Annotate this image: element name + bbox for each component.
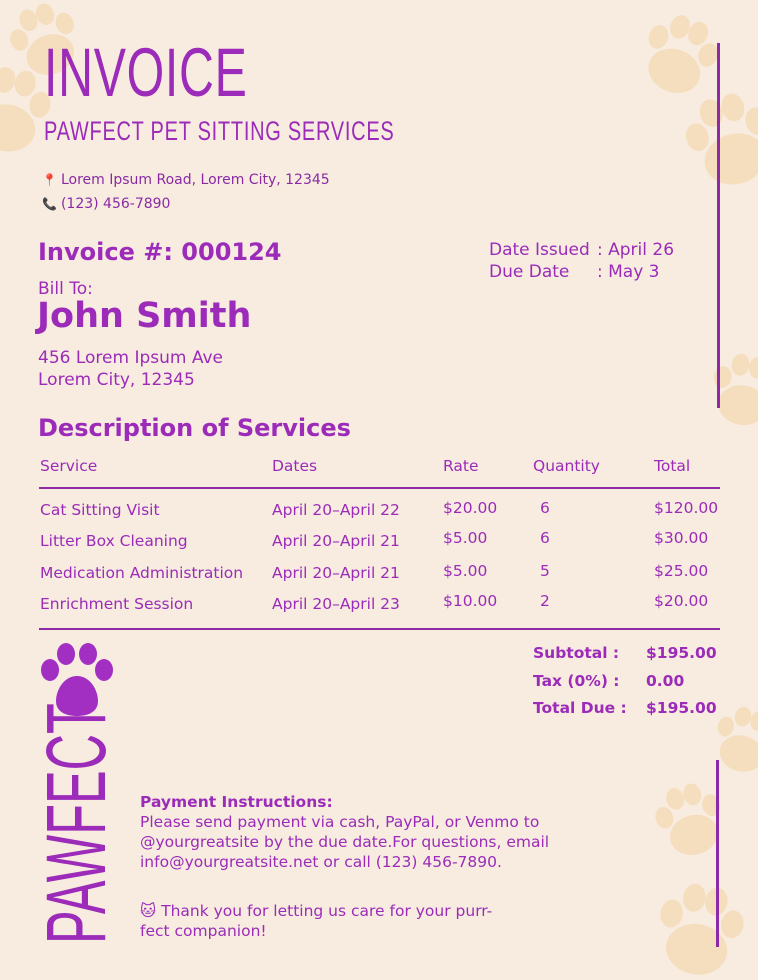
due-date-label: Due Date: [489, 262, 570, 282]
service-dates: April 20–April 21: [272, 532, 400, 550]
company-phone: [42, 196, 170, 212]
service-total: $20.00: [654, 592, 709, 610]
service-name: Litter Box Cleaning: [40, 532, 188, 550]
column-header-dates: Dates: [272, 457, 318, 475]
due-date-value: : May 3: [597, 262, 660, 282]
table-footer-divider: [39, 628, 720, 630]
right-divider-top: [717, 43, 720, 408]
bill-to-label: Bill To:: [38, 279, 93, 299]
table-header-divider: [39, 487, 720, 489]
thank-you-note: [140, 901, 520, 941]
service-rate: $5.00: [443, 562, 488, 580]
service-name: Cat Sitting Visit: [40, 501, 160, 519]
column-header-total: Total: [654, 457, 691, 475]
service-total: $120.00: [654, 499, 719, 517]
client-address: [38, 347, 223, 391]
service-name: Medication Administration: [40, 564, 244, 582]
tax-value: 0.00: [646, 672, 685, 690]
tax-label: Tax (0%) :: [533, 672, 620, 690]
date-issued-value: : April 26: [597, 240, 675, 260]
service-total: $25.00: [654, 562, 709, 580]
vertical-brand-label: PAWFECT: [29, 703, 123, 944]
phone-icon: 📞: [42, 197, 57, 211]
column-header-service: Service: [40, 457, 98, 475]
payment-heading: Payment Instructions:: [140, 793, 333, 811]
cat-icon: 🐱: [140, 902, 157, 920]
invoice-number: Invoice #: 000124: [38, 238, 282, 266]
service-dates: April 20–April 22: [272, 501, 400, 519]
service-quantity: 6: [540, 529, 550, 547]
service-name: Enrichment Session: [40, 595, 194, 613]
total-due-label: Total Due :: [533, 699, 627, 717]
thank-you-text: Thank you for letting us care for your purr-fect companion!: [140, 902, 493, 940]
company-address-text: Lorem Ipsum Road, Lorem City, 12345: [60, 172, 330, 188]
service-total: $30.00: [654, 529, 709, 547]
payment-body: Please send payment via cash, PayPal, or Venmo to @yourgreatsite by the due date.For questions, email info@yourgreatsite.net or call (123) 456-7890.: [140, 813, 550, 871]
column-header-rate: Rate: [443, 457, 479, 475]
company-name: PAWFECT PET SITTING SERVICES: [44, 116, 395, 146]
invoice-dates: [489, 239, 674, 283]
total-due-value: $195.00: [646, 699, 717, 717]
service-quantity: 5: [540, 562, 550, 580]
client-address-line1: 456 Lorem Ipsum Ave: [38, 348, 224, 368]
right-divider-bottom: [716, 760, 719, 947]
service-dates: April 20–April 21: [272, 564, 400, 582]
company-phone-text: (123) 456-7890: [60, 196, 171, 212]
column-header-quantity: Quantity: [533, 457, 600, 475]
service-rate: $10.00: [443, 592, 498, 610]
service-quantity: 6: [540, 499, 550, 517]
date-issued-label: Date Issued: [489, 240, 590, 260]
service-dates: April 20–April 23: [272, 595, 400, 613]
client-address-line2: Lorem City, 12345: [38, 370, 195, 390]
service-rate: $5.00: [443, 529, 488, 547]
invoice-title: INVOICE: [44, 34, 248, 111]
subtotal-value: $195.00: [646, 644, 717, 662]
client-name: John Smith: [37, 296, 252, 336]
service-rate: $20.00: [443, 499, 498, 517]
services-title: Description of Services: [38, 414, 351, 442]
subtotal-label: Subtotal :: [533, 644, 620, 662]
service-quantity: 2: [540, 592, 550, 610]
company-address: [42, 172, 330, 188]
location-pin-icon: 📍: [42, 173, 57, 187]
payment-instructions: [140, 792, 610, 872]
